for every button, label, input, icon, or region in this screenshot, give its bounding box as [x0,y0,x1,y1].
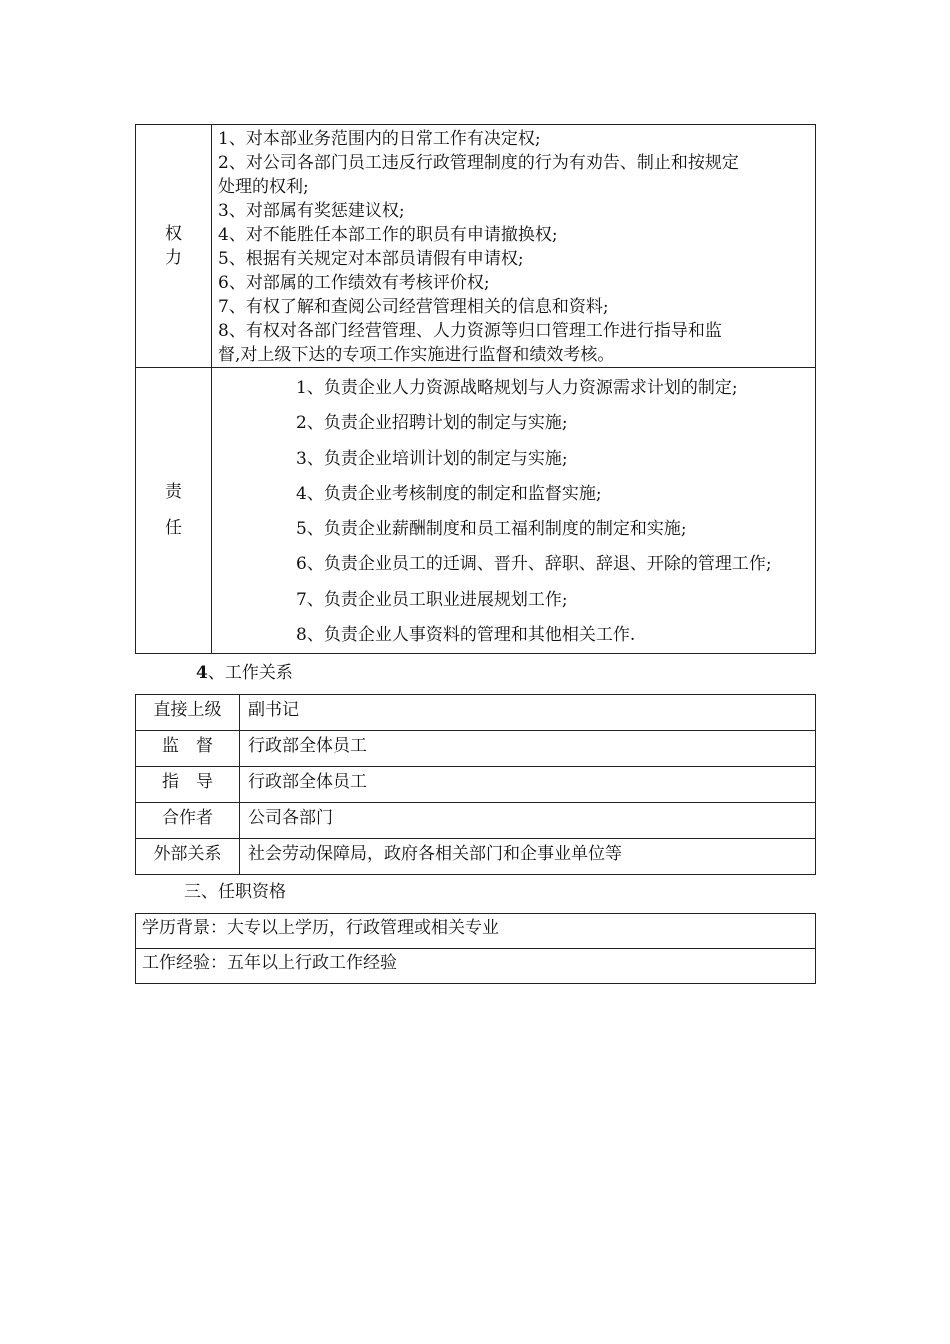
rights-item: 5、根据有关规定对本部员请假有申请权; [218,249,524,269]
rights-content [212,125,816,368]
rights-item: 处理的权利; [218,177,309,197]
rights-item: 8、有权对各部门经营管理、人力资源等归口管理工作进行指导和监 [218,321,722,341]
rights-item: 3、对部属有奖惩建议权; [218,201,405,221]
relation-value: 行政部全体员工 [240,731,816,767]
table-row [136,767,816,803]
rights-label [136,125,212,368]
qualification-education: 学历背景：大专以上学历，行政管理或相关专业 [136,914,816,949]
relation-value: 公司各部门 [240,803,816,839]
rights-row [136,125,816,368]
rights-item: 督,对上级下达的专项工作实施进行监督和绩效考核。 [218,345,615,365]
table-row [136,839,816,875]
responsibility-item: 3、负责企业培训计划的制定与实施; [296,448,568,469]
relation-label: 合作者 [136,803,240,839]
rights-item: 2、对公司各部门员工违反行政管理制度的行为有劝告、制止和按规定 [218,153,739,173]
rights-item: 4、对不能胜任本部工作的职员有申请撤换权; [218,225,558,245]
relation-value: 社会劳动保障局，政府各相关部门和企事业单位等 [240,839,816,875]
relation-label: 监 督 [136,731,240,767]
work-relations-table [135,694,816,875]
responsibility-item: 5、负责企业薪酬制度和员工福利制度的制定和实施; [296,519,687,540]
responsibilities-content [212,368,816,654]
table-row [136,949,816,984]
table-row [136,803,816,839]
work-relations-heading [196,661,293,685]
responsibility-item: 7、负责企业员工职业进展规划工作; [296,589,568,610]
relation-value: 行政部全体员工 [240,767,816,803]
responsibilities-label [136,368,212,654]
work-relations-heading-text: 、工作关系 [207,663,293,683]
rights-label-char-1: 权 [165,224,182,244]
responsibility-item: 1、负责企业人力资源战略规划与人力资源需求计划的制定; [296,378,738,398]
work-relations-heading-number: 4 [196,663,208,683]
relation-label: 外部关系 [136,839,240,875]
table-row [136,731,816,767]
responsibility-item: 4、负责企业考核制度的制定和监督实施; [296,483,602,504]
qualifications-table [135,913,816,984]
relation-label: 指 导 [136,767,240,803]
rights-item: 1、对本部业务范围内的日常工作有决定权; [218,129,541,149]
qualifications-heading: 三、任职资格 [184,882,286,902]
rights-item: 7、有权了解和查阅公司经营管理相关的信息和资料; [218,297,609,317]
responsibilities-label-char-1: 责 [165,482,182,503]
responsibility-item: 8、负责企业人事资料的管理和其他相关工作. [296,625,636,646]
relation-label: 直接上级 [136,695,240,731]
rights-item: 6、对部属的工作绩效有考核评价权; [218,273,490,293]
responsibility-item: 6、负责企业员工的迁调、晋升、辞职、辞退、开除的管理工作; [296,554,772,575]
duties-table [135,124,816,654]
responsibilities-label-char-2: 任 [165,517,182,538]
relation-value: 副书记 [240,695,816,731]
table-row [136,695,816,731]
table-row [136,914,816,949]
responsibilities-row [136,368,816,654]
qualification-experience: 工作经验：五年以上行政工作经验 [136,949,816,984]
rights-label-char-2: 力 [165,248,182,268]
responsibility-item: 2、负责企业招聘计划的制定与实施; [296,413,568,434]
